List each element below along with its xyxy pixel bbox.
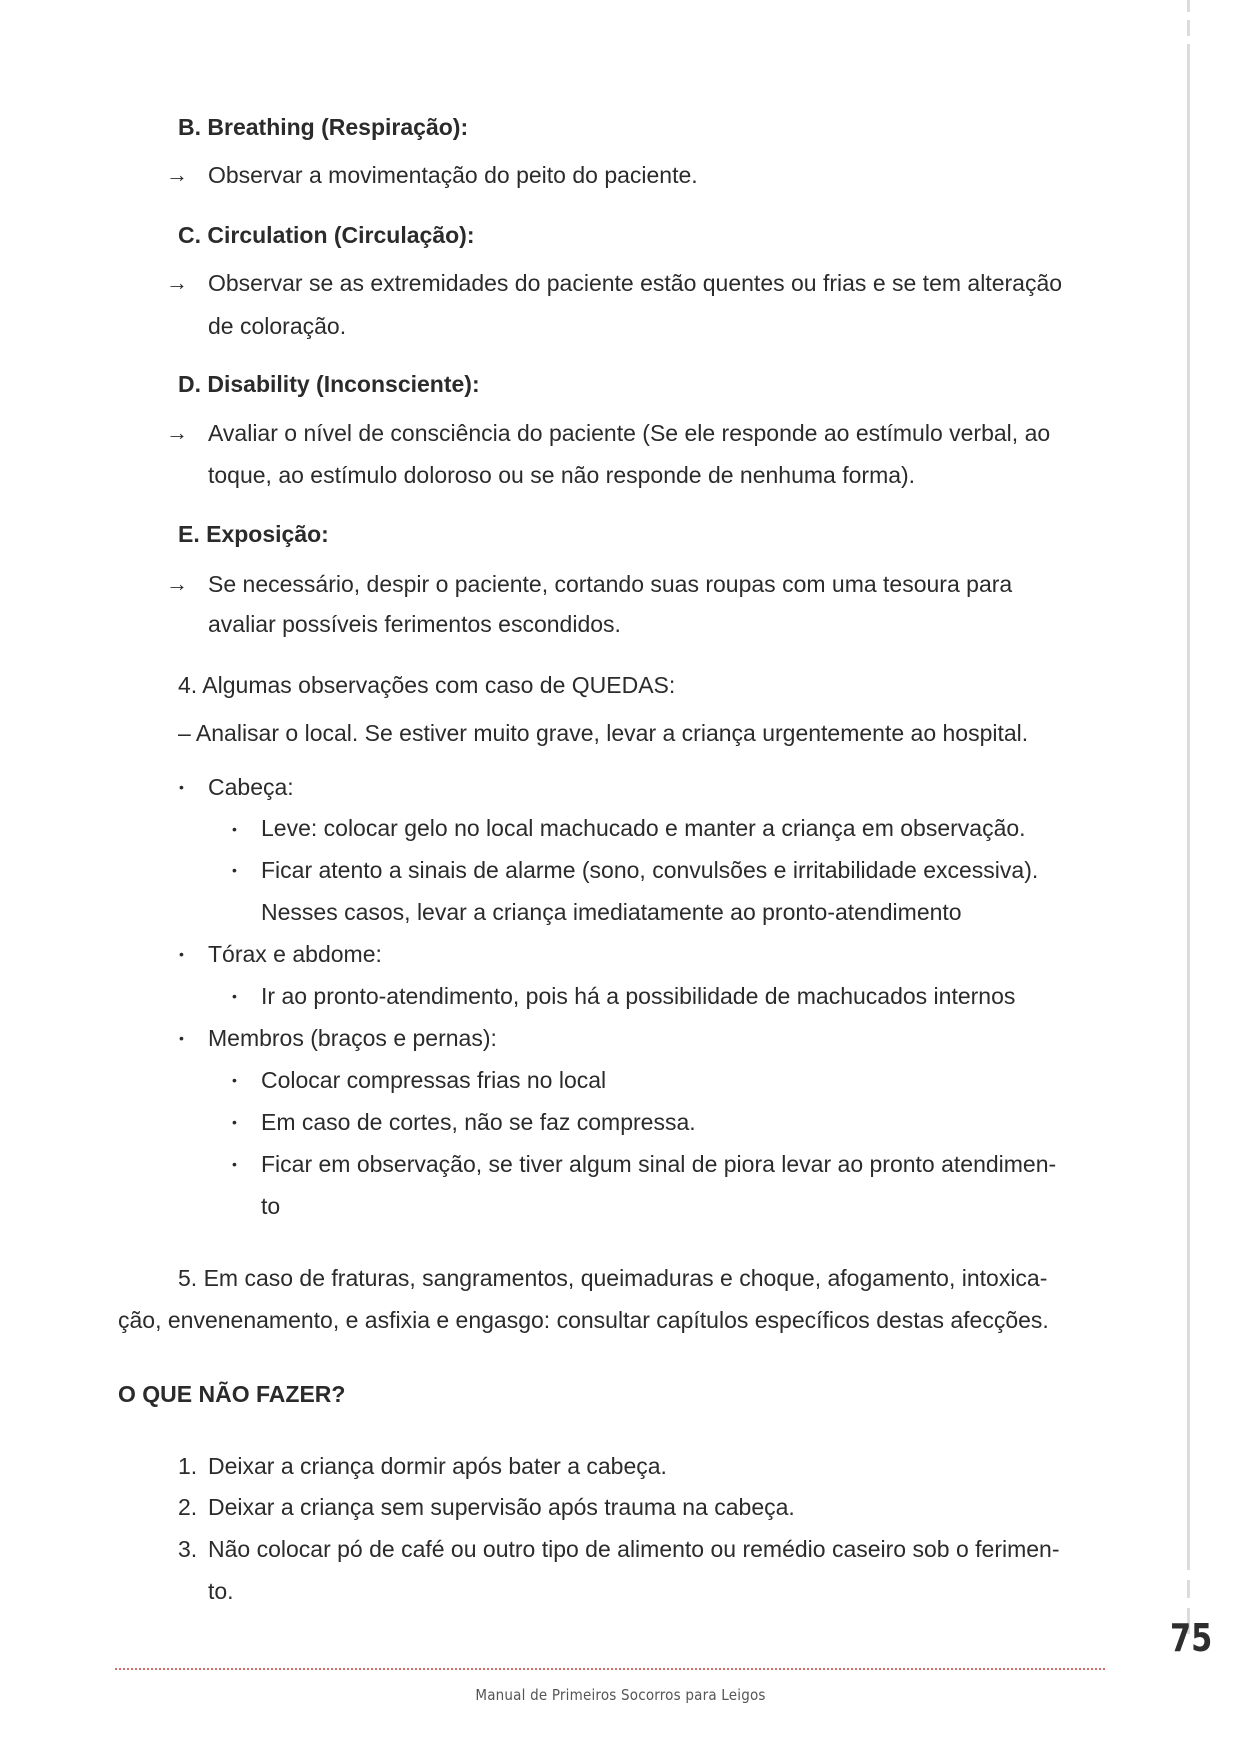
- section-c-title: C. Circulation (Circulação):: [178, 222, 475, 248]
- nao-fazer-title: O QUE NÃO FAZER?: [118, 1381, 346, 1407]
- bullet-icon: •: [232, 1156, 237, 1172]
- section-d-item-line2: toque, ao estímulo doloroso ou se não responde de nenhuma forma).: [208, 462, 916, 488]
- nao-fazer-item-2: Deixar a criança sem supervisão após trauma na cabeça.: [208, 1494, 795, 1520]
- item5-line1: 5. Em caso de fraturas, sangramentos, queimaduras e choque, afogamento, intoxica-: [178, 1265, 1048, 1291]
- bullet-icon: •: [179, 779, 184, 795]
- quedas-heading: 4. Algumas observações com caso de QUEDAS:: [178, 672, 676, 698]
- arrow-icon: →: [166, 270, 188, 295]
- footer-title: Manual de Primeiros Socorros para Leigos: [475, 1686, 766, 1704]
- bullet-icon: •: [179, 946, 184, 962]
- nao-fazer-number: 2.: [178, 1494, 198, 1520]
- section-e-item-line2: avaliar possíveis ferimentos escondidos.: [208, 611, 621, 637]
- section-d-item-line1: Avaliar o nível de consciência do paciente (Se ele responde ao estímulo verbal, ao: [208, 420, 1051, 446]
- arrow-icon: →: [166, 162, 188, 187]
- nao-fazer-item-3-line2: to.: [208, 1578, 234, 1604]
- section-c-item-line1: Observar se as extremidades do paciente estão quentes ou frias e se tem alteração: [208, 270, 1063, 296]
- footer-rule: [115, 1668, 1105, 1670]
- nao-fazer-number: 3.: [178, 1536, 198, 1562]
- side-rule-gap: [1187, 1598, 1190, 1608]
- bullet-icon: •: [232, 821, 237, 837]
- list-item-cabeca-1: Leve: colocar gelo no local machucado e manter a criança em observação.: [261, 815, 1026, 841]
- list-item-cabeca: Cabeça:: [208, 774, 294, 800]
- list-item-membros-1: Colocar compressas frias no local: [261, 1067, 607, 1093]
- bullet-icon: •: [232, 1072, 237, 1088]
- section-e-item-line1: Se necessário, despir o paciente, cortando suas roupas com uma tesoura para: [208, 571, 1013, 597]
- item5-line2: ção, envenenamento, e asfixia e engasgo: consultar capítulos específicos destas afecções.: [118, 1307, 1049, 1333]
- side-rule-gap: [1187, 12, 1190, 20]
- bullet-icon: •: [232, 862, 237, 878]
- list-item-torax-1: Ir ao pronto-atendimento, pois há a possibilidade de machucados internos: [261, 983, 1016, 1009]
- nao-fazer-number: 1.: [178, 1453, 198, 1479]
- list-item-membros: Membros (braços e pernas):: [208, 1025, 497, 1051]
- side-rule: [1187, 0, 1190, 1634]
- list-item-membros-3-line1: Ficar em observação, se tiver algum sinal de piora levar ao pronto atendimen-: [261, 1151, 1057, 1177]
- bullet-icon: •: [179, 1030, 184, 1046]
- page-number: 75: [1170, 1616, 1213, 1660]
- section-e-title: E. Exposição:: [178, 521, 329, 547]
- list-item-cabeca-2-line1: Ficar atento a sinais de alarme (sono, convulsões e irritabilidade excessiva).: [261, 857, 1039, 883]
- arrow-icon: →: [166, 571, 188, 596]
- nao-fazer-item-3-line1: Não colocar pó de café ou outro tipo de alimento ou remédio caseiro sob o ferimen-: [208, 1536, 1060, 1562]
- bullet-icon: •: [232, 988, 237, 1004]
- nao-fazer-item-1: Deixar a criança dormir após bater a cabeça.: [208, 1453, 667, 1479]
- section-d-title: D. Disability (Inconsciente):: [178, 371, 480, 397]
- bullet-icon: •: [232, 1114, 237, 1130]
- side-rule-gap: [1187, 1570, 1190, 1580]
- quedas-intro: – Analisar o local. Se estiver muito grave, levar a criança urgentemente ao hospital.: [178, 720, 1029, 746]
- list-item-torax: Tórax e abdome:: [208, 941, 382, 967]
- section-b-item: Observar a movimentação do peito do paciente.: [208, 162, 698, 188]
- side-rule-gap: [1187, 36, 1190, 44]
- list-item-membros-3-line2: to: [261, 1193, 281, 1219]
- arrow-icon: →: [166, 420, 188, 445]
- section-b-title: B. Breathing (Respiração):: [178, 114, 469, 140]
- list-item-cabeca-2-line2: Nesses casos, levar a criança imediatamente ao pronto-atendimento: [261, 899, 962, 925]
- list-item-membros-2: Em caso de cortes, não se faz compressa.: [261, 1109, 696, 1135]
- section-c-item-line2: de coloração.: [208, 313, 347, 339]
